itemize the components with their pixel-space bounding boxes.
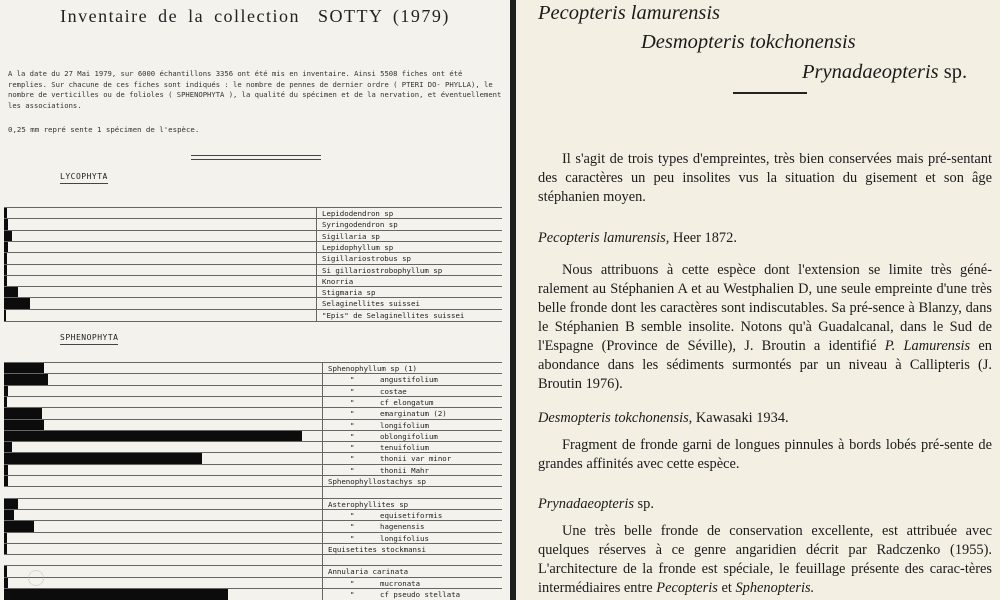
inventory-row — [4, 452, 502, 464]
taxon-name: longifolius — [380, 533, 429, 543]
section-heading-pecopteris — [538, 230, 737, 247]
taxon-name: Sigillariostrobus sp — [322, 254, 411, 264]
ditto-mark: " — [350, 522, 355, 532]
stamp-mark — [28, 570, 44, 586]
taxon-name: Syringodendron sp — [322, 220, 398, 230]
taxon-name: Selaginellites suissei — [322, 299, 420, 309]
taxon-name: mucronata — [380, 578, 421, 588]
inventory-row — [4, 373, 502, 385]
species-heading-1: Pecopteris lamurensis — [538, 2, 721, 24]
specimen-count-bar — [4, 310, 6, 321]
paragraph-text: Nous attribuons à cette espèce dont l'extension se limite très géné-ralement au Stéphanien A et au Westphalien D, une seule empreinte d'une très belle fronde dont les caractères sont indiscutables. Sa pré-sence à Blanzy, dans le Stéphanien B semble insolite. Notons qu'à Guadalcanal, dans le Sud de l'Espagne (Province de Séville), J. Broutin a identifié — [538, 262, 992, 354]
inventory-row — [4, 464, 502, 476]
species-heading-2: Desmopteris tokchonensis — [641, 31, 856, 53]
inventory-row — [4, 509, 502, 521]
column-divider — [316, 310, 317, 321]
ditto-mark: " — [350, 443, 355, 453]
taxon-name: Lepidodendron sp — [322, 209, 394, 218]
column-divider — [322, 589, 323, 600]
taxon-name: Sphenophyllum sp (1) — [328, 364, 417, 373]
paragraph-italic-genus: Sphenopteris. — [735, 580, 815, 596]
inventory-row — [4, 286, 502, 298]
inventory-row — [4, 520, 502, 532]
taxon-name: Sphenophyllostachys sp — [328, 477, 426, 486]
title-prefix: Inventaire de la collection — [60, 6, 301, 26]
ditto-mark: " — [350, 590, 355, 599]
ditto-mark: " — [350, 510, 355, 520]
taxon-name: Stigmaria sp — [322, 288, 376, 298]
ditto-mark: " — [350, 375, 355, 385]
taxon-name: emarginatum (2) — [380, 409, 447, 419]
paragraph-italic-genus: Pecopteris — [656, 580, 718, 596]
title-collection-name: SOTTY (1979) — [318, 6, 450, 26]
taxon-name: equisetiformis — [380, 510, 443, 520]
taxon-name: Lepidophyllum sp — [322, 242, 394, 252]
taxon-name: thonii var minor — [380, 454, 452, 464]
ditto-mark: " — [350, 578, 355, 588]
specimen-count-bar — [4, 589, 228, 600]
ditto-mark: " — [350, 420, 355, 430]
inventory-row — [4, 543, 502, 555]
inventory-row — [4, 498, 502, 510]
taxon-name: tenuifolium — [380, 443, 429, 453]
inventory-row — [4, 486, 502, 498]
section-author: Heer 1872. — [672, 230, 737, 246]
paragraph-text: Une très belle fronde de conservation excellente, est attribuée avec quelques réserves à ce genre angaridien décrit par Radczenko (1955). L'architecture de la fronde est spéciale, le feuillage présente des carac-tères intermédiaires entre — [538, 523, 992, 596]
section-author: sp. — [637, 496, 654, 512]
taxon-name: hagenensis — [380, 522, 425, 532]
ditto-mark: " — [350, 465, 355, 475]
inventory-row — [4, 207, 502, 219]
species-heading-3 — [802, 61, 967, 84]
taxon-name: "Epis" de Selaginellites suissei — [322, 310, 465, 320]
taxon-name: Annularia carinata — [328, 567, 409, 577]
taxon-label — [350, 589, 460, 600]
inventory-row — [4, 218, 502, 230]
section-author: Kawasaki 1934. — [695, 410, 789, 426]
scale-note: 0,25 mm repré sente 1 spécimen de l'espèce. — [8, 125, 200, 134]
section-species-name: Desmopteris tokchonensis, — [538, 410, 693, 426]
section-label: LYCOPHYTA — [60, 172, 108, 181]
inventory-row — [4, 264, 502, 276]
separator-rule — [191, 155, 321, 160]
inventory-row — [4, 252, 502, 264]
inventory-row — [4, 230, 502, 242]
ditto-mark: " — [350, 454, 355, 464]
ditto-mark: " — [350, 397, 355, 407]
heading-rule — [733, 92, 807, 94]
taxon-name: longifolium — [380, 420, 429, 430]
taxon-name: angustifolium — [380, 375, 438, 385]
section-label: SPHENOPHYTA — [60, 333, 119, 342]
inventory-row — [4, 241, 502, 253]
taxon-name: thonii Mahr — [380, 465, 429, 475]
inventory-row — [4, 588, 502, 600]
inventory-row — [4, 407, 502, 419]
section-heading-prynadaeopteris — [538, 496, 654, 513]
intro-paragraph: Il s'agit de trois types d'empreintes, très bien conservées mais pré-sentant des caractères un peu insolites vus la situation du gisement et son âge stéphanien moyen. — [538, 151, 992, 205]
ditto-mark: " — [350, 386, 355, 396]
inventory-row — [4, 275, 502, 287]
inventory-row — [4, 554, 502, 566]
taxon-name: Si gillariostrobophyllum sp — [322, 265, 443, 275]
section-species-name: Prynadaeopteris — [538, 496, 634, 512]
taxon-name: oblongifolium — [380, 431, 438, 441]
species-3-genus: Prynadaeopteris — [802, 61, 939, 83]
inventory-row — [4, 430, 502, 442]
pecopteris-paragraph — [538, 261, 992, 394]
inventory-row — [4, 309, 502, 322]
inventory-row — [4, 441, 502, 453]
section-heading-lycophyta — [60, 172, 108, 184]
species-3-sp: sp. — [943, 61, 968, 83]
taxon-name: Knorria — [322, 276, 354, 286]
desmopteris-paragraph: Fragment de fronde garni de longues pinnules à bords lobés pré-sente de grandes affinités avec cette espèce. — [538, 437, 992, 472]
section-species-name: Pecopteris lamurensis, — [538, 230, 670, 246]
ditto-mark: " — [350, 409, 355, 419]
inventory-intro: A la date du 27 Mai 1979, sur 6000 échantillons 3356 ont été mis en inventaire. Ainsi 5508 fiches ont été remplies. Sur chacune de ces fiches sont indiqués : le nombre de pennes de dernier ordre ( PTERI DO- PHYLLA), le nombre de verticilles ou de folioles ( SPHENOPHYTA ), la qualité du spécimen et de la nervation, et éventuellement les associations. — [8, 69, 502, 110]
inventory-row — [4, 385, 502, 397]
inventory-row — [4, 362, 502, 374]
paragraph-italic-species: P. Lamurensis — [884, 338, 971, 354]
taxon-label — [322, 310, 464, 321]
taxon-name: cf pseudo stellata — [380, 590, 461, 599]
inventory-title — [0, 6, 510, 27]
section-heading-sphenophyta — [60, 333, 118, 345]
prynadaeopteris-paragraph — [538, 522, 992, 598]
paragraph-text: et — [721, 580, 732, 596]
section-heading-desmopteris — [538, 410, 789, 427]
right-page — [516, 0, 1000, 600]
ditto-mark: " — [350, 431, 355, 441]
ditto-mark: " — [350, 533, 355, 543]
inventory-row — [4, 419, 502, 431]
inventory-row — [4, 565, 502, 577]
taxon-name: Sigillaria sp — [322, 231, 380, 241]
inventory-row — [4, 577, 502, 589]
taxon-name: Equisetites stockmansi — [328, 544, 426, 554]
taxon-name: costae — [380, 386, 407, 396]
taxon-name: Asterophyllites sp — [328, 499, 409, 509]
inventory-row — [4, 396, 502, 408]
inventory-row — [4, 475, 502, 487]
inventory-row — [4, 532, 502, 544]
taxon-name: cf elongatum — [380, 397, 434, 407]
paragraph-text: en abondance dans les sédiments surmontés par un niveau à Callipteris (J. Broutin 1976). — [538, 338, 992, 392]
inventory-row — [4, 297, 502, 309]
